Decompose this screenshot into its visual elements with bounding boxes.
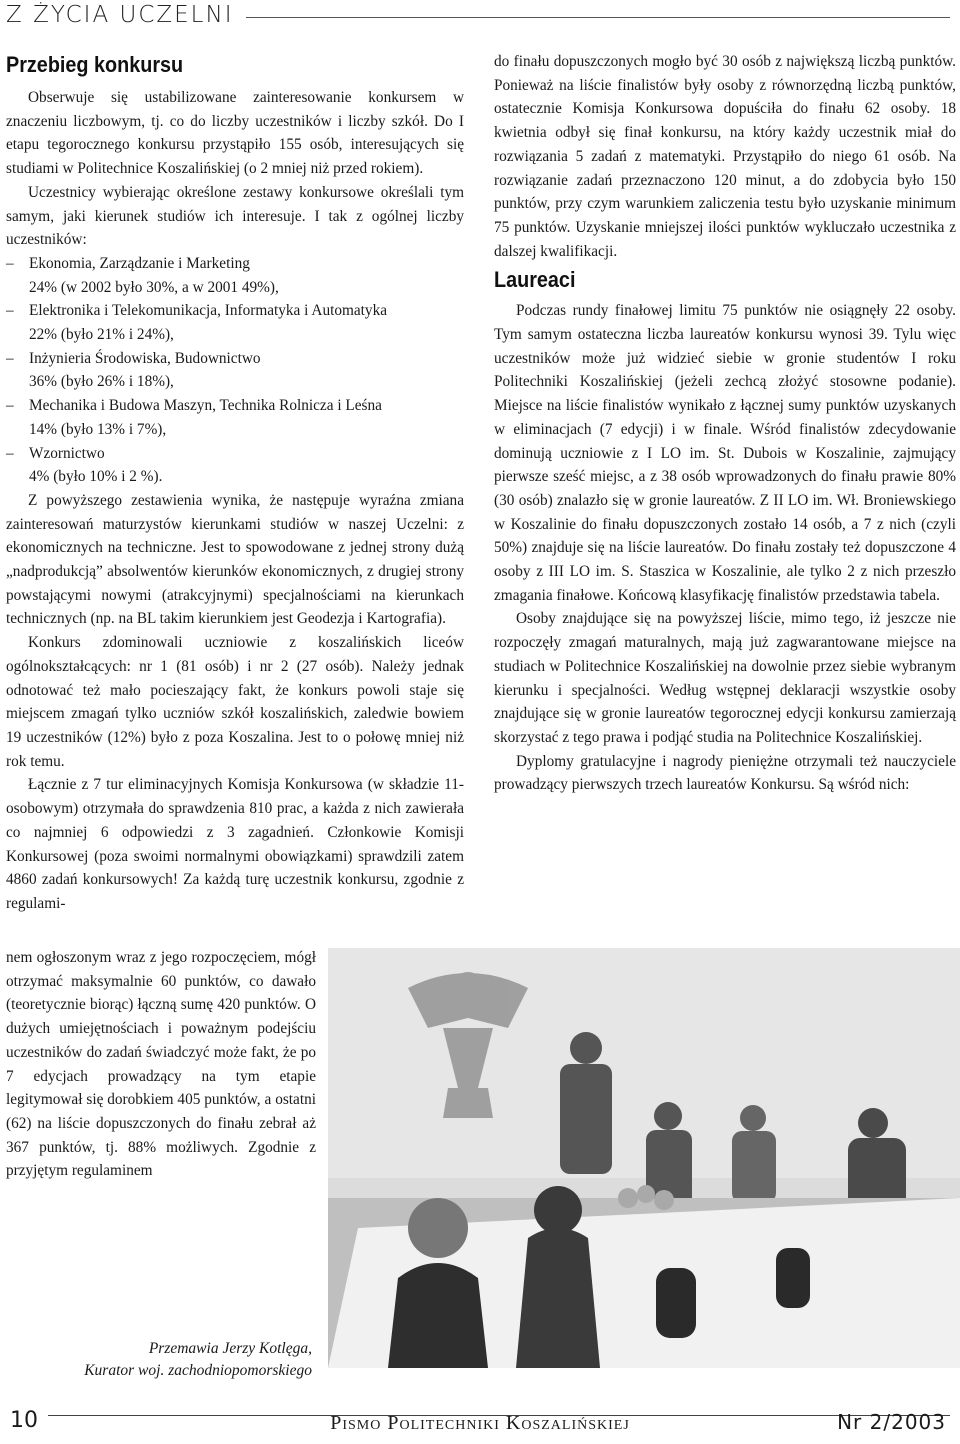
- list-item: [6, 299, 464, 346]
- list-item: [6, 394, 464, 441]
- heading-przebieg-konkursu: Przebieg konkursu: [6, 52, 184, 77]
- caption-line: Kurator woj. zachodniopomorskiego: [84, 1362, 312, 1379]
- header-rule: [246, 17, 950, 18]
- paragraph: Dyplomy gratulacyjne i nagrody pieniężne otrzymali też nauczyciele prowadzący pierwszych trzech laureatów Konkursu. Są wśród nich:: [494, 752, 956, 794]
- list-item: [6, 442, 464, 489]
- page-number: 10: [10, 1408, 38, 1433]
- paragraph: do finału dopuszczonych mogło być 30 osób z największą liczbą punktów. Ponieważ na liście finalistów były osoby z równorzędną liczbą punktów, ostatecznie Komisja Konkursowa dopuściła do finału 62 osoby. 18 kwietnia odbył się finał konkursu, na który każdy uczestnik miał do rozwiązania 5 zadań z matematyki. Przystąpiło do niego 61 osób. Na rozwiązanie zadań przeznaczono 120 minut, a do zdobycia było 150 punktów, przy czym warunkiem zaliczenia testu było uzyskanie minimum 75 punktów. Uzyskanie mniejszej ilości punktów wykluczało uczestnika z dalszej kwalifikacji.: [494, 53, 956, 260]
- list-item-name: Inżynieria Środowiska, Budownictwo: [29, 349, 261, 367]
- heading-laureaci: Laureaci: [494, 267, 576, 293]
- paragraph: Łącznie z 7 tur eliminacyjnych Komisja Konkursowa (w składzie 11-osobowym) otrzymała do sprawdzenia 810 prac, a każda z nich zawierała co najmniej 6 odpowiedzi z 3 zagadnień. Członkowie Komisji Konkursowej (poza swoimi normalnymi obowiązkami) sprawdzili zatem 4860 zadań konkursowych! Za każdą turę uczestnik konkursu, zgodnie z regulami-: [6, 776, 464, 912]
- list-item-stats: 24% (w 2002 było 30%, a w 2001 49%),: [29, 278, 279, 296]
- list-item: [6, 252, 464, 299]
- right-column: [494, 50, 956, 797]
- list-item-name: Ekonomia, Zarządzanie i Marketing: [29, 254, 250, 272]
- publication-title: Pismo Politechniki Koszalińskiej: [330, 1412, 630, 1434]
- section-title: Z ŻYCIA UCZELNI: [6, 2, 234, 28]
- list-item-stats: 36% (było 26% i 18%),: [29, 373, 174, 391]
- ceremony-photo: [328, 948, 960, 1368]
- list-item-name: Wzornictwo: [29, 444, 105, 462]
- caption-line: Przemawia Jerzy Kotlęga,: [148, 1340, 312, 1357]
- list-item: [6, 347, 464, 394]
- paragraph: Konkurs zdominowali uczniowie z koszalińskich liceów ogólnokształcących: nr 1 (81 osób) i nr 2 (27 osób). Należy jednak odnotować też mało pocieszający fakt, że konkurs powoli staje się miejscem zmagań tylko uczniów szkół koszalińskich, zaledwie bowiem 19 uczestników (12%) było z poza Koszalina. Jest to o połowę mniej niż rok temu.: [6, 634, 464, 770]
- list-item-stats: 4% (było 10% i 2 %).: [29, 468, 163, 486]
- photo-caption: [30, 1338, 312, 1382]
- paragraph: Z powyższego zestawienia wynika, że następuje wyraźna zmiana zainteresowań maturzystów kierunkami studiów w naszej Uczelni: z ekonomicznych na techniczne. Jest to spowodowane z jednej strony dużą „nadprodukcją” absolwentów kierunków ekonomicznych, z drugiej strony powstającymi nowymi (atrakcyjnymi) specjalnościami na kierunkach technicznych (np. na BL takim kierunkiem jest Geodezja i Kartografia).: [6, 491, 464, 628]
- photo-illustration: [328, 948, 960, 1368]
- list-item-name: Mechanika i Budowa Maszyn, Technika Rolnicza i Leśna: [29, 397, 382, 415]
- paragraph: Podczas rundy finałowej limitu 75 punktów nie osiągnęły 22 osoby. Tym samym ostateczna liczba laureatów konkursu wynosi 39. Tylu więc uczestników może już widzieć siebie w gronie studentów I roku Politechniki Koszalińskiej (jeżeli zechcą złożyć stosowne podanie). Miejsce na liście finalistów wynikało z łącznej sumy punktów uzyskanych w eliminacjach (7 edycji) i w finale. Wśród finalistów zdecydowanie dominują uczniowie z I LO im. St. Dubois w Koszalinie, zajmujący pierwsze sześć miejsc, a z 38 osób wprowadzonych do finału prawie 80% (30 osób) znalazło się w gronie laureatów. Z II LO im. Wł. Broniewskiego w Koszalinie do finału dopuszczonych zostało 14 osób, a 7 z nich (czyli 50%) znajduje się na liście laureatów. Do finału zostały też dopuszczone 4 osoby z III LO im. S. Staszica w Koszalinie, ale tylko 2 z nich przeszło zmagania finałowe. Końcową klasyfikację finalistów przedstawia tabela.: [494, 302, 956, 604]
- paragraph: Obserwuje się ustabilizowane zainteresowanie konkursem w znaczeniu liczbowym, tj. co do liczby uczestników i liczby szkół. Do I etapu tegorocznego konkursu przystąpiło 155 osób, interesujących się studiami w Politechnice Koszalińskiej (o 2 mniej niż przed rokiem).: [6, 89, 464, 178]
- paragraph-continued: nem ogłoszonym wraz z jego rozpoczęciem, mógł otrzymać maksymalnie 60 punktów, co dawało (teoretycznie biorąc) łączną sumę 420 punktów. O dużych umiejętnościach i poważnym podejściu uczestników do zadań świadczyć może fakt, że po 7 edycjach prowadzący na tym etapie legitymował się dorobkiem 405 punktów, a ostatni (62) na liście dopuszczonych do finału zebrał aż 367 punktów, tj. 88% możliwych. Zgodnie z przyjętym regulaminem: [6, 949, 316, 1180]
- list-item-name: Elektronika i Telekomunikacja, Informatyka i Automatyka: [29, 302, 388, 320]
- left-column: [6, 50, 464, 916]
- list-item-stats: 14% (było 13% i 7%),: [29, 420, 167, 438]
- issue-number: Nr 2/2003: [837, 1410, 946, 1434]
- list-item-stats: 22% (było 21% i 24%),: [29, 326, 174, 344]
- field-of-study-list: [6, 252, 464, 489]
- paragraph: Osoby znajdujące się na powyższej liście, mimo tego, iż jeszcze nie rozpoczęły zmagań maturalnych, mają już zagwarantowane miejsce na studiach w Politechnice Koszalińskiej na dowolnie przez siebie wybranym kierunku i specjalności. Według wstępnej deklaracji wszystkie osoby znajdujące się w gronie laureatów tegorocznej edycji konkursu zamierzają skorzystać z tego prawa i podjąć studia na Politechnice Koszalińskiej.: [494, 610, 956, 746]
- paragraph: Uczestnicy wybierając określone zestawy konkursowe określali tym samym, jaki kierunek studiów ich interesuje. I tak z ogólnej liczby uczestników:: [6, 183, 464, 249]
